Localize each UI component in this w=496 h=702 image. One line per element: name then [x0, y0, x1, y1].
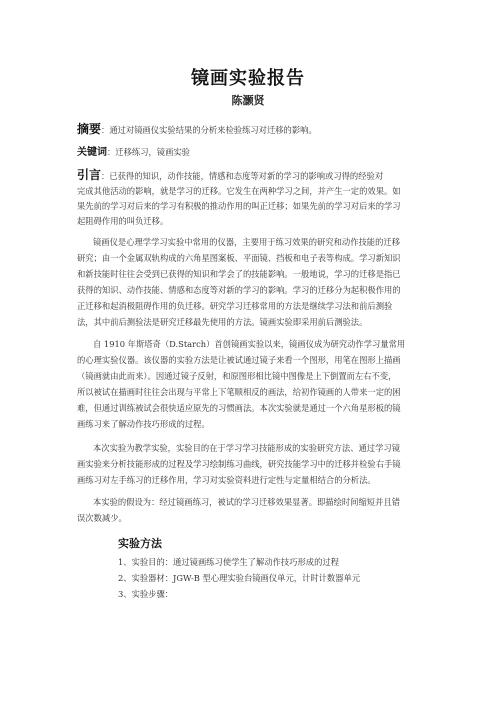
abstract-text: ：通过对镜画仪实验结果的分析来检验练习对迁移的影响。 [101, 125, 317, 135]
paragraph-line: 法，其中前后测验法是研究迁移最先使用的方法。镜画实验即采用前后测验法。 [77, 317, 368, 327]
page-title: 镜画实验报告 [191, 68, 305, 89]
paragraph-line: 自 1910 年斯塔奇（D.Starch）首创镜画实验以来，镜画仪成为研究动作学习量常用 [93, 339, 406, 349]
list-item: 2、实验器材：JGW-B 型心理实验台镜画仪单元，计时计数器单元 [118, 573, 361, 583]
paragraph-line: 研究；由一个金属双轨构成的六角星图案板、平面镜、挡板和电子表等构成。学习新知识 [77, 253, 401, 263]
paragraph-line: 获得的知识、动作技能、情感和态度等对新的学习的影响。学习的迁移分为起积极作用的 [77, 285, 401, 295]
author-name: 陈灏贤 [231, 94, 265, 107]
paragraph-line: 画实验来分析技能形成的过程及学习绘制练习曲线，研究技能学习中的迁移并检验右手镜 [77, 459, 401, 469]
paragraph-line: 本次实验为教学实验，实验目的在于学习学习技能形成的实验研究方法、通过学习镜 [93, 443, 400, 453]
intro-line: 完成其他活动的影响，就是学习的迁移。它发生在两种学习之间，并产生一定的效果。如 [77, 186, 401, 196]
intro-line: 果先前的学习对后来的学习有积极的推动作用的叫正迁移；如果先前的学习对后来的学习 [77, 201, 401, 211]
intro-label: 引言 [77, 168, 102, 182]
keywords-text: ：迁移练习，镜画实验 [107, 147, 190, 157]
intro-line [77, 169, 383, 182]
list-item: 1、实验目的：通过镜画练习使学生了解动作技巧形成的过程 [118, 557, 339, 567]
intro-text: ：已获得的知识，动作技能，情感和态度等对新的学习的影响或习得的经验对 [101, 171, 384, 181]
paragraph-line: 镜画仪是心理学学习实验中常用的仪器，主要用于练习效果的研究和动作技能的迁移 [93, 237, 400, 247]
section-heading: 实验方法 [118, 537, 162, 550]
paragraph-line: 所以被试在描画时往往会出现与平常上下笔顺相反的画法，给初作镜画的人带来一定的困 [77, 387, 401, 397]
paragraph-line: （镜画就由此而来）。因通过镜子反射，和原图形相比镜中图像是上下倒置而左右不变， [77, 371, 397, 381]
paragraph-line: 正迁移和起消极阻碍作用的负迁移。研究学习迁移常用的方法是继续学习法和前后测验 [77, 301, 393, 311]
paragraph-line: 和新技能时往往会受到已获得的知识和学会了的技能影响。一般地说，学习的迁移是指已 [77, 269, 401, 279]
list-item: 3、实验步骤： [118, 589, 174, 599]
paragraph-line: 难，但通过训练被试会很快适应原先的习惯画法。本次实验就是通过一个六角星形板的镜 [77, 403, 401, 413]
paragraph-line: 误次数减少。 [77, 513, 127, 523]
paragraph-line: 画练习来了解动作技巧形成的过程。 [77, 419, 210, 429]
paragraph-line: 的心理实验仪器。该仪器的实验方法是让被试通过镜子来看一个图形，用笔在图形上描画 [77, 355, 401, 365]
abstract-line [77, 123, 317, 136]
keywords-label: 关键词 [77, 147, 107, 158]
paragraph-line: 画练习对左手练习的迁移作用，学习对实验资料进行定性与定量相结合的分析法。 [77, 475, 376, 485]
keywords-line [77, 146, 190, 159]
paragraph-line: 本实验的假设为：经过镜画练习，被试的学习迁移效果显著。即描绘时间缩短并且错 [93, 497, 400, 507]
intro-line: 起阻碍作用的叫负迁移。 [77, 216, 169, 226]
abstract-label: 摘要 [77, 122, 102, 136]
